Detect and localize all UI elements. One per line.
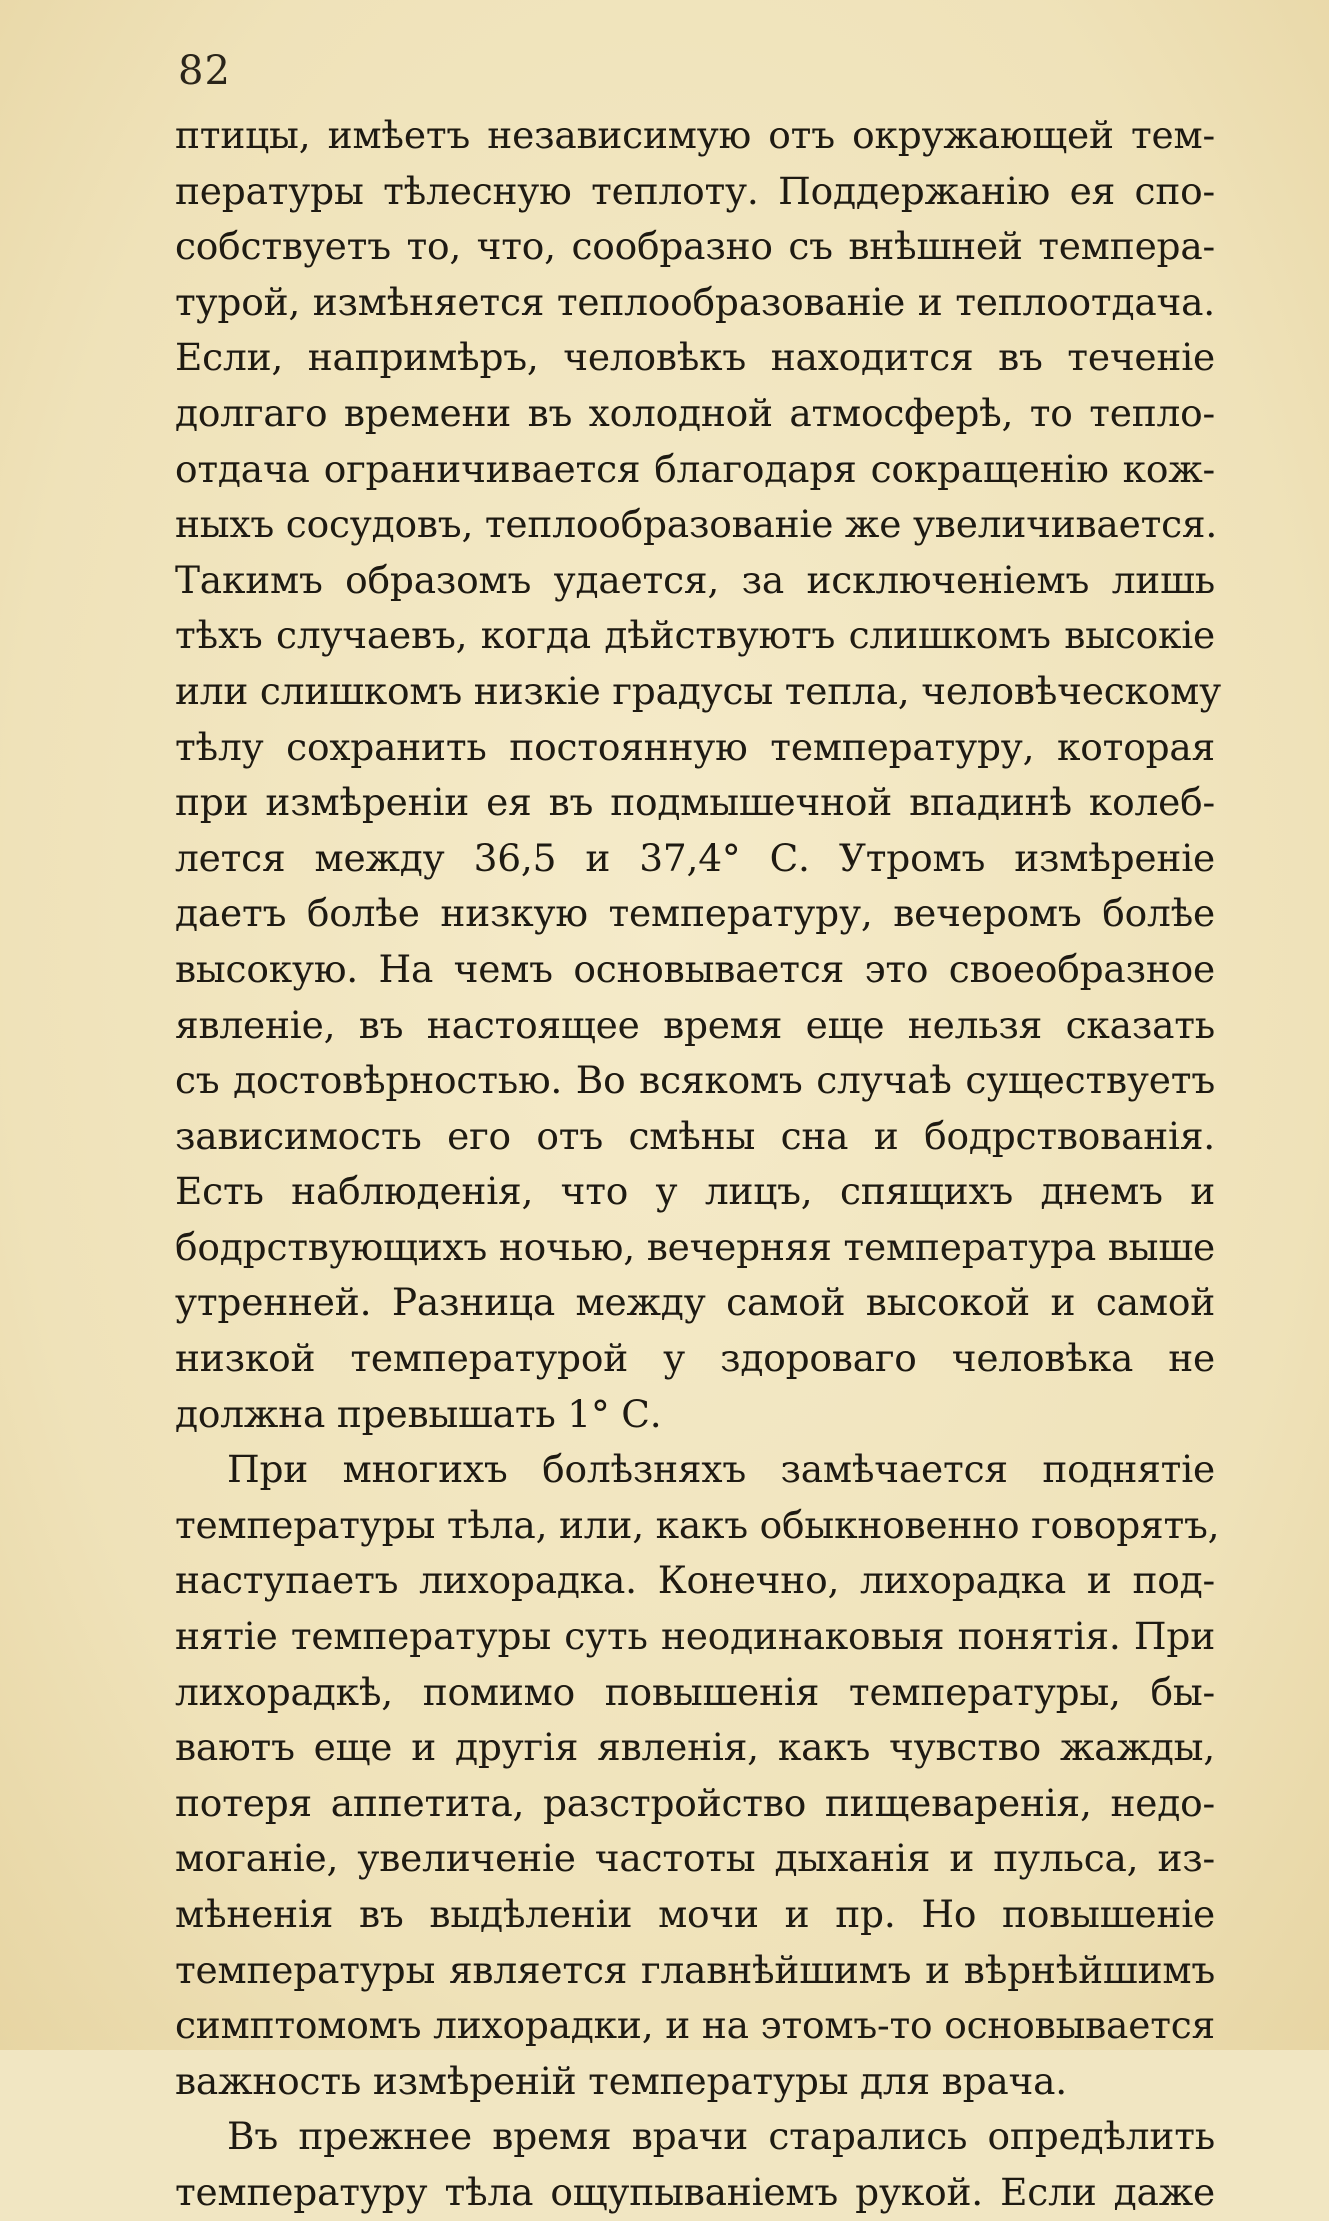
text-line: турой, измѣняется теплообразованіе и теплоотдача. <box>175 279 1215 324</box>
text-line: ваютъ еще и другія явленія, какъ чувство жажды, <box>175 1725 1215 1770</box>
text-line: явленіе, въ настоящее время еще нельзя сказать <box>175 1002 1215 1047</box>
text-line: Есть наблюденія, что у лицъ, спящихъ днемъ и <box>175 1169 1215 1214</box>
text-line: температуры тѣла, или, какъ обыкновенно говорятъ, <box>175 1502 1220 1547</box>
text-line: потеря аппетита, разстройство пищеваренія, недо- <box>175 1780 1215 1825</box>
text-line: собствуетъ то, что, сообразно съ внѣшней темпера- <box>175 224 1215 269</box>
page-number: 82 <box>178 48 231 94</box>
text-line: лихорадкѣ, помимо повышенія температуры, бы- <box>175 1669 1215 1714</box>
body-text <box>175 108 1221 2221</box>
text-line: тѣлу сохранить постоянную температуру, которая <box>175 724 1215 769</box>
text-line: Такимъ образомъ удается, за исключеніемъ лишь <box>175 557 1215 602</box>
text-line: Если, напримѣръ, человѣкъ находится въ теченіе <box>175 335 1215 380</box>
paragraph-start-line: При многихъ болѣзняхъ замѣчается поднятіе <box>227 1447 1215 1492</box>
text-line: важность измѣреній температуры для врача. <box>175 2058 1068 2103</box>
text-line: съ достовѣрностью. Во всякомъ случаѣ существуетъ <box>175 1058 1215 1103</box>
text-line: моганіе, увеличеніе частоты дыханія и пульса, из- <box>175 1836 1215 1881</box>
text-line: симптомомъ лихорадки, и на этомъ-то основывается <box>175 2003 1215 2048</box>
text-line: пературы тѣлесную теплоту. Поддержанію ея спо- <box>175 168 1215 213</box>
text-line: мѣненія въ выдѣленіи мочи и пр. Но повышеніе <box>175 1892 1215 1936</box>
paragraph-start-line: Въ прежнее время врачи старались опредѣлить <box>227 2114 1215 2159</box>
text-line: тѣхъ случаевъ, когда дѣйствуютъ слишкомъ высокіе <box>175 613 1215 658</box>
text-line: или слишкомъ низкіе градусы тепла, человѣческому <box>175 668 1221 713</box>
text-line: утренней. Разница между самой высокой и самой <box>175 1280 1215 1325</box>
text-line: птицы, имѣетъ независимую отъ окружающей тем- <box>175 113 1215 157</box>
text-line: должна превышать 1° С. <box>175 1391 662 1436</box>
text-line: бодрствующихъ ночью, вечерняя температура выше <box>175 1224 1215 1269</box>
text-line: температуру тѣла ощупываніемъ рукой. Если даже <box>175 2169 1215 2214</box>
text-line: даетъ болѣе низкую температуру, вечеромъ болѣе <box>175 891 1215 936</box>
text-line: при измѣреніи ея въ подмышечной впадинѣ колеб- <box>175 780 1215 825</box>
text-line: зависимость его отъ смѣны сна и бодрствованія. <box>175 1113 1215 1158</box>
text-line: ныхъ сосудовъ, теплообразованіе же увеличивается. <box>175 502 1218 547</box>
text-line: нятіе температуры суть неодинаковыя понятія. При <box>175 1614 1215 1659</box>
text-line: наступаетъ лихорадка. Конечно, лихорадка и под- <box>175 1558 1215 1603</box>
text-line: температуры является главнѣйшимъ и вѣрнѣйшимъ <box>175 1947 1215 1992</box>
text-line: лется между 36,5 и 37,4° С. Утромъ измѣреніе <box>175 835 1215 880</box>
text-line: долгаго времени въ холодной атмосферѣ, то тепло- <box>175 390 1215 435</box>
text-line: отдача ограничивается благодаря сокращенію кож- <box>175 446 1215 491</box>
text-line: низкой температурой у здороваго человѣка не <box>175 1336 1215 1381</box>
text-line: высокую. На чемъ основывается это своеобразное <box>175 946 1215 991</box>
